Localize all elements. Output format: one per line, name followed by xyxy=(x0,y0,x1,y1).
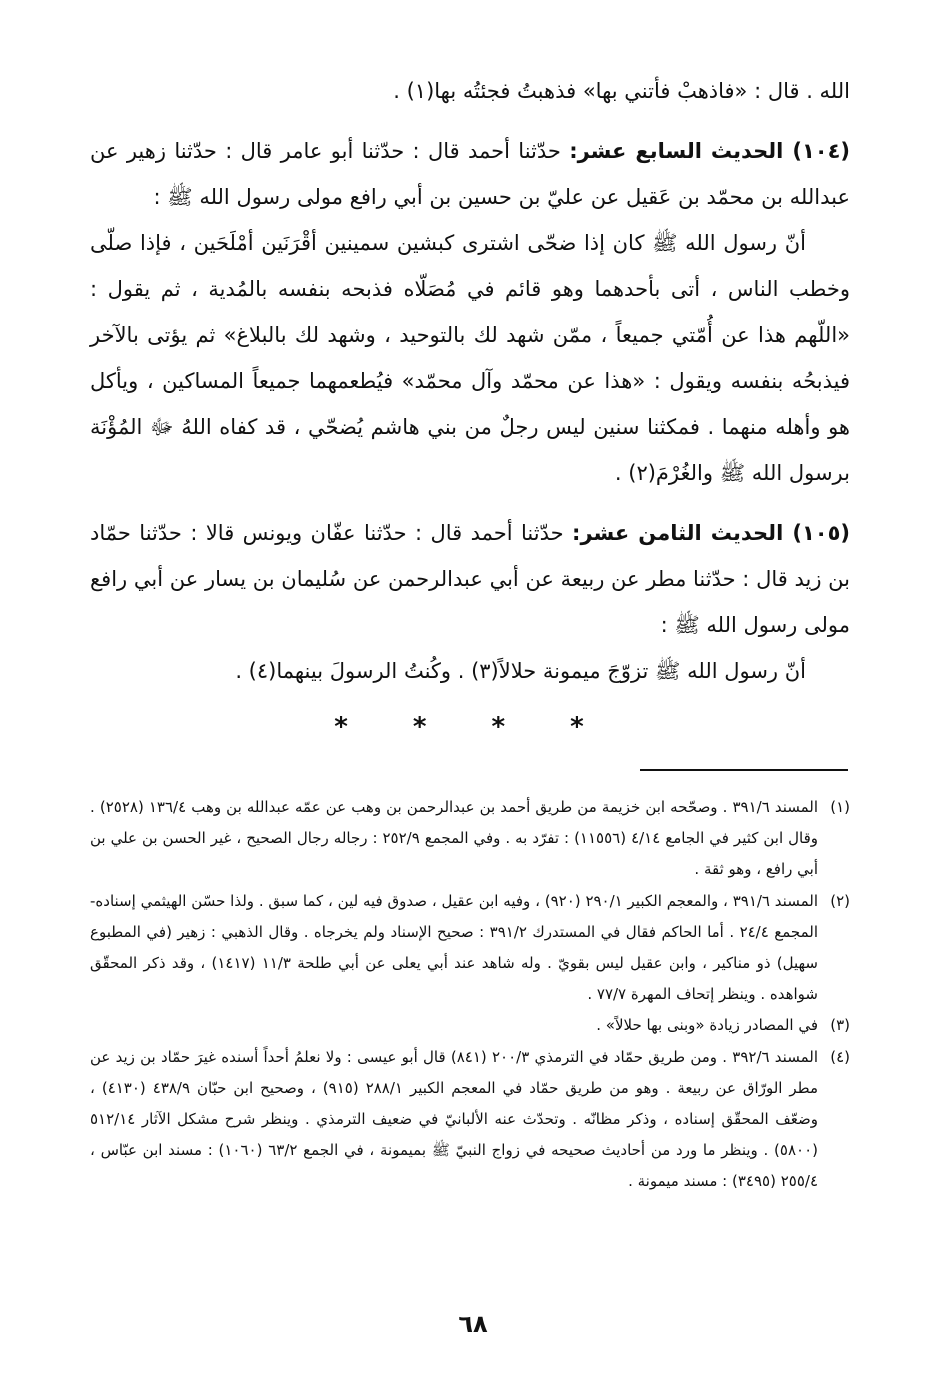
hadith-105-isnad xyxy=(90,510,850,648)
hadith-104-chain: حدّثنا أحمد قال : حدّثنا أبو عامر قال : حدّثنا زهير عن عبدالله بن محمّد بن عَقيل عن عليّ بن حسين بن أبي رافع مولى رسول الله ﷺ : xyxy=(90,139,850,209)
hadith-104-isnad xyxy=(90,128,850,220)
main-text xyxy=(90,68,850,694)
footnote-text: المسند ٣٩١/٦ ، والمعجم الكبير ٢٩٠/١ (٩٢٠) ، وفيه ابن عقيل ، صدوق فيه لين ، كما سبق . ولذا حسّن الهيثمي إسناده- المجمع ٢٤/٤ . أما الحاكم فقال في المستدرك ٣٩١/٢ : صحيح الإسناد ولم يخرجاه . وقال الذهبي : زهير (في المطبوع سهيل) ذو مناكير ، وابن عقيل ليس بقويّ . وله شاهد عند أبي يعلى عن أبي طلحة ١١/٣ (١٤١٧) ، وقد ذكر المحقّق شواهده . وينظر إتحاف المهرة ٧٧/٧ . xyxy=(90,891,819,1004)
footnote-3 xyxy=(90,1010,850,1041)
footnote-number: (٣) xyxy=(830,1016,850,1035)
footnote-text: المسند ٣٩٢/٦ . ومن طريق حمّاد في الترمذي ٢٠٠/٣ (٨٤١) قال أبو عيسى : ولا نعلمُ أحداً أسنده غيرَ حمّاد بن زيد عن مطر الورّاق عن ربيعة . وهو من طريق حمّاد في المعجم الكبير ٢٨٨/١ (٩١٥) ، وصحيح ابن حبّان ٤٣٨/٩ (٤١٣٠) ، وضعّف المحقّق إسناده ، وذكر مظانّه . وتحدّث عنه الألبانيّ في ضعيف الترمذي . وينظر شرح مشكل الآثار ٥١٢/١٤ (٥٨٠٠) . وينظر ما ورد من أحاديث صحيحه في زواج النبيّ ﷺ بميمونة ، في الجمع ٦٣/٢ (١٠٦٠) : مسند ابن عبّاس ، ٢٥٥/٤ (٣٤٩٥) : مسند ميمونة . xyxy=(90,1047,819,1191)
paragraph-continuation: الله . قال : «فاذهبْ فأتني بها» فذهبتُ فجئتُه بها(١) . xyxy=(393,79,850,103)
section-separator: * * * * xyxy=(334,712,612,742)
hadith-104-matn: أنّ رسول الله ﷺ كان إذا ضحّى اشترى كبشين سمينين أقْرَنَين أمْلَحَين ، فإذا صلّى وخطب الناس ، أتى بأحدهما وهو قائم في مُصَلّاه فذبحه بنفسه بالمُدية ، ثم يقول : «اللّهم هذا عن أُمّتي جميعاً ، ممّن شهد لك بالتوحيد ، وشهد لك بالبلاغ» ثم يؤتى بالآخر فيذبحُه بنفسه ويقول : «هذا عن محمّد وآل محمّد» فيُطعمهما جميعاً المساكين ، ويأكل هو وأهله منهما . فمكثنا سنين ليس رجلٌ من بني هاشم يُضحّي ، قد كفاه اللهُ ﷻ المُؤْنَة برسول الله ﷺ والغُرْمَ(٢) . xyxy=(90,231,850,485)
footnote-number: (١) xyxy=(830,798,850,816)
hadith-105-title: (١٠٥) الحديث الثامن عشر: xyxy=(572,521,850,545)
footnote-text: المسند ٣٩١/٦ . وصحّحه ابن خزيمة من طريق أحمد بن عبدالرحمن بن وهب عن عمّه عبدالله بن وهب ١٣٦/٤ (٢٥٢٨) . وقال ابن كثير في الجامع ٤/١٤ (١١٥٥٦) : تفرّد به . وفي المجمع ٢٥٢/٩ : رجاله رجال الصحيح ، غير الحسن بن علي بن أبي رافع ، وهو ثقة . xyxy=(90,798,819,879)
footnote-number: (٤) xyxy=(830,1047,850,1066)
footnote-1 xyxy=(90,792,850,886)
hadith-105-chain: حدّثنا أحمد قال : حدّثنا عفّان ويونس قالا : حدّثنا حمّاد بن زيد قال : حدّثنا مطر عن ربيعة عن أبي عبدالرحمن عن سُليمان بن يسار عن أبي رافع مولى رسول الله ﷺ : xyxy=(90,521,850,637)
footnote-text: في المصادر زيادة «وبنى بها حلالاً» . xyxy=(596,1016,818,1035)
hadith-105-matn: أنّ رسول الله ﷺ تزوّجَ ميمونة حلالاً(٣) . وكُنتُ الرسولَ بينهما(٤) . xyxy=(235,659,806,683)
footnote-divider xyxy=(640,769,848,771)
footnote-4 xyxy=(90,1042,850,1198)
footnotes xyxy=(90,792,850,1198)
footnote-2 xyxy=(90,886,850,1011)
page-number: ٦٨ xyxy=(458,1310,488,1338)
footnote-number: (٢) xyxy=(830,891,850,910)
hadith-104-title: (١٠٤) الحديث السابع عشر: xyxy=(569,139,850,163)
